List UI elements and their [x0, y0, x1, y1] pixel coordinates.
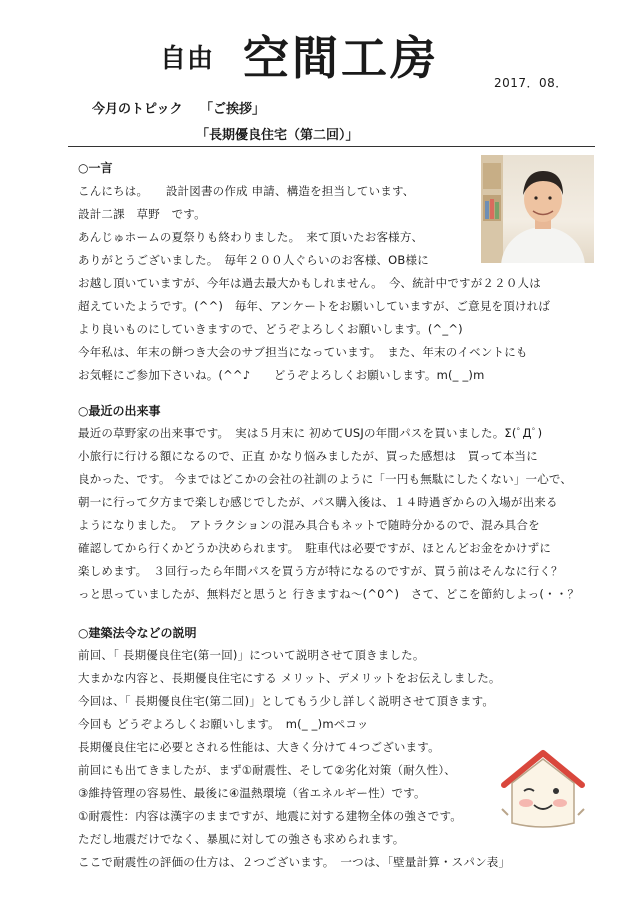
topic-greeting: 「ご挨拶」 [200, 102, 266, 117]
greeting-line: お気軽にご参加下さいね。(^^♪ どうぞよろしくお願いします。m(_ _)m [78, 368, 485, 382]
brand-small-text: 自由 [160, 44, 215, 74]
building-law-line: ただし地震だけでなく、暴風に対しての強さも求められます。 [78, 832, 405, 846]
building-law-line: ①耐震性：内容は漢字のままですが、地震に対する建物全体の強さです。 [78, 809, 462, 823]
building-law-line: ③維持管理の容易性、最後に④温熱環境（省エネルギー性）です。 [78, 786, 426, 800]
section-title-building-law: ○建築法令などの説明 [78, 626, 197, 640]
issue-date: 2017．08． [494, 76, 568, 90]
staff-photo [481, 155, 594, 263]
recent-events-line: 小旅行に行ける額になるので、正直 かなり悩みましたが、買った感想は 買って本当に [78, 449, 538, 463]
building-law-line: 今回も どうぞよろしくお願いします。 m(_ _)mペコッ [78, 717, 369, 731]
section-title-recent-events: ○最近の出来事 [78, 404, 161, 418]
greeting-line: 今年私は、年末の餅つき大会のサブ担当になっています。 また、年末のイベントにも [78, 345, 528, 359]
building-law-line: 前回、「 長期優良住宅(第一回)」について説明させて頂きました。 [78, 648, 425, 662]
house-mascot-icon [498, 745, 588, 833]
topic-long-term-housing: 「長期優良住宅（第二回）」 [196, 128, 359, 143]
greeting-line: あんじゅホームの夏祭りも終わりました。 来て頂いたお客様方、 [78, 230, 424, 244]
header-divider [68, 146, 595, 147]
recent-events-line: っと思っていましたが、無料だと思うと 行きますね～(^0^) さて、どこを節約しよっ(・・？ [78, 587, 580, 601]
recent-events-line: 朝一に行って夕方まで楽しむ感じでしたが、パス購入後は、１４時過ぎからの入場が出来る [78, 495, 558, 509]
recent-events-line: 良かった、です。 今まではどこかの会社の社訓のように「一円も無駄にしたくない」一心で、 [78, 472, 573, 486]
brand-title: 空間工房 [243, 31, 439, 85]
building-law-line: 前回にも出てきましたが、まず①耐震性、そして②劣化対策（耐久性）、 [78, 763, 456, 777]
recent-events-line: 楽しめます。 ３回行ったら年間パスを買う方が特になるのですが、買う前はそんなに行く？ [78, 564, 563, 578]
greeting-line: こんにちは。 設計図書の作成 申請、構造を担当しています、 [78, 184, 415, 198]
section-title-greeting: ○一言 [78, 161, 113, 175]
building-law-line: 今回は、「 長期優良住宅(第二回)」としてもう少し詳しく説明させて頂きます。 [78, 694, 495, 708]
topic-label: 今月のトピック [92, 102, 183, 117]
building-law-line: 大まかな内容と、長期優良住宅にする メリット、デメリットをお伝えしました。 [78, 671, 501, 685]
greeting-line: 超えていたようです。(^^) 毎年、アンケートをお願いしていますが、ご意見を頂ければ [78, 299, 551, 313]
recent-events-line: 最近の草野家の出来事です。 実は５月末に 初めてUSJの年間パスを買いました。Σ(ﾟДﾟ) [78, 426, 543, 440]
recent-events-line: 確認してから行くかどうか決められます。 駐車代は必要ですが、ほとんどお金をかけずに [78, 541, 552, 555]
greeting-line: より良いものにしていきますので、どうぞよろしくお願いします。(^_^) [78, 322, 463, 336]
building-law-line: 長期優良住宅に必要とされる性能は、大きく分けて４つございます。 [78, 740, 440, 754]
greeting-line: お越し頂いていますが、今年は過去最大かもしれません。 今、統計中ですが２２０人は [78, 276, 541, 290]
greeting-line: 設計二課 草野 です。 [78, 207, 206, 221]
recent-events-line: ようになりました。 アトラクションの混み具合もネットで随時分かるので、混み具合を [78, 518, 540, 532]
building-law-line: ここで耐震性の評価の仕方は、２つございます。 一つは、「壁量計算・スパン表」 [78, 855, 511, 869]
greeting-line: ありがとうございました。 毎年２００人ぐらいのお客様、OB様に [78, 253, 429, 267]
